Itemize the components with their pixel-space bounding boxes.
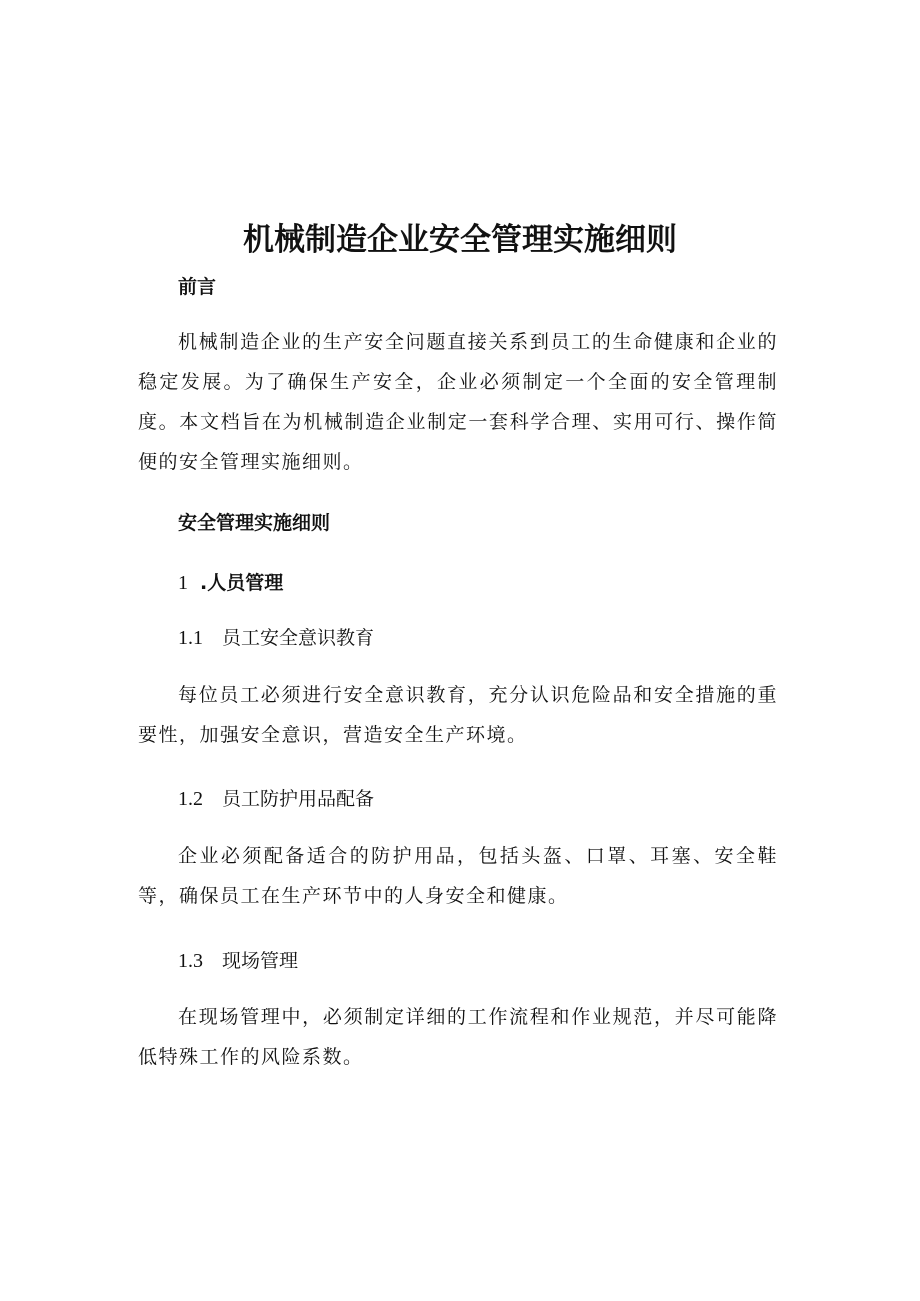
preface-paragraph: 机械制造企业的生产安全问题直接关系到员工的生命健康和企业的稳定发展。为了确保生产安全，企业必须制定一个全面的安全管理制度。本文档旨在为机械制造企业制定一套科学合理、实用可行、操作简便的安全管理实施细则。 bbox=[138, 331, 778, 473]
subsection-1-2-paragraph: 企业必须配备适合的防护用品，包括头盔、口罩、耳塞、安全鞋等，确保员工在生产环节中的人身安全和健康。 bbox=[138, 845, 778, 907]
subsection-1-1-paragraph: 每位员工必须进行安全意识教育，充分认识危险品和安全措施的重要性，加强安全意识，营造安全生产环境。 bbox=[138, 684, 778, 746]
subsection-1-3-heading bbox=[178, 948, 298, 974]
subsection-1-2-number: 1.2 bbox=[178, 788, 203, 810]
document-title: 机械制造企业安全管理实施细则 bbox=[243, 222, 677, 258]
subsection-1-1-number: 1.1 bbox=[178, 627, 203, 649]
subsection-1-2-heading bbox=[178, 786, 374, 812]
preface-heading: 前言 bbox=[178, 276, 217, 298]
subsection-1-3-paragraph: 在现场管理中，必须制定详细的工作流程和作业规范，并尽可能降低特殊工作的风险系数。 bbox=[138, 1006, 778, 1068]
subsection-1-2-title: 员工防护用品配备 bbox=[222, 788, 375, 810]
section-1-number: 1 bbox=[178, 572, 188, 594]
subsection-1-1-title: 员工安全意识教育 bbox=[222, 627, 375, 649]
subsection-1-3-title: 现场管理 bbox=[222, 950, 299, 972]
rules-heading: 安全管理实施细则 bbox=[178, 512, 331, 534]
subsection-1-3-number: 1.3 bbox=[178, 950, 203, 972]
section-1-heading bbox=[178, 570, 283, 596]
section-1-title: .人员管理 bbox=[200, 572, 284, 594]
subsection-1-1-heading bbox=[178, 625, 374, 651]
